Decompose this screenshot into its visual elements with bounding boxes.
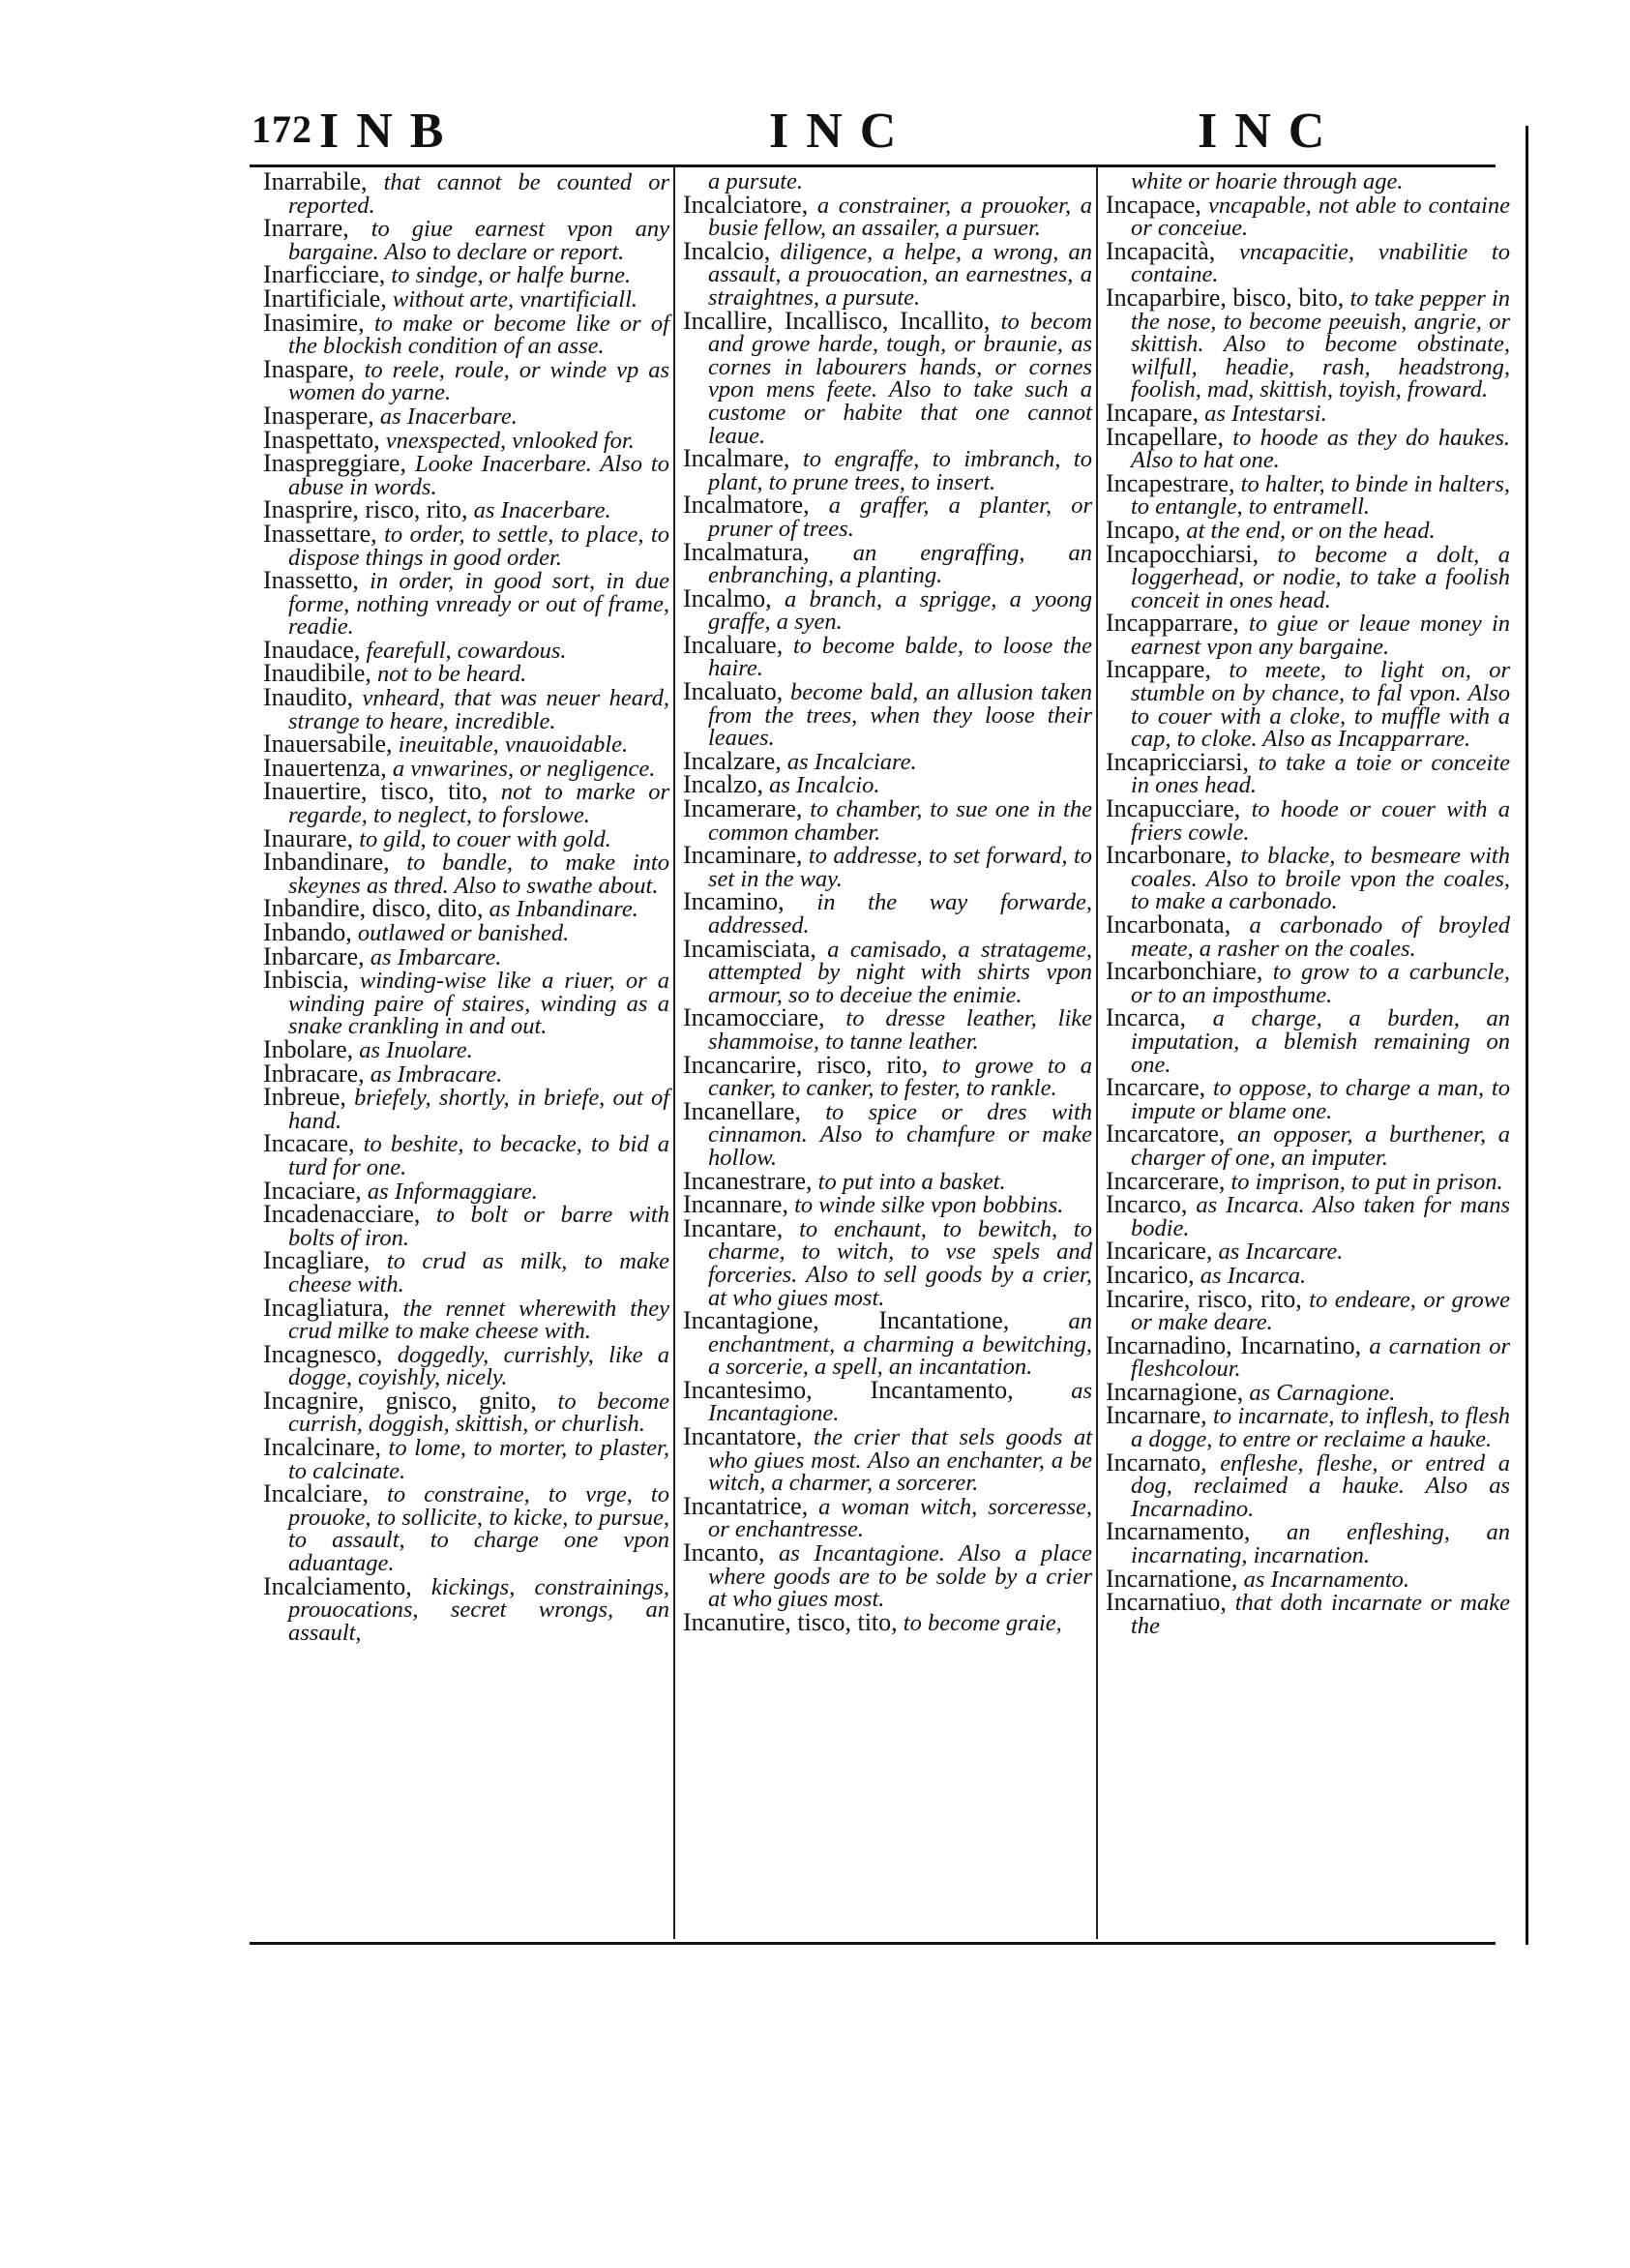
column-3 [1106,170,1510,1637]
entry-definition: to become graie, [897,1609,1062,1636]
entry-definition: white or hoarie through age. [1131,168,1404,194]
entry-definition: as Intestarsi. [1198,400,1327,427]
entry-headword: Incapacità, [1106,236,1216,265]
dictionary-entry [1106,1003,1510,1078]
entry-definition: a pursute. [708,168,803,194]
dictionary-entry [683,583,1092,636]
entry-headword: Incarnamento, [1106,1517,1251,1546]
entry-definition: to oppose, to charge a man, to impute or blame one. [1131,1075,1510,1124]
entry-headword: Incagnesco, [263,1339,383,1368]
entry-headword: Inarrabile, [263,167,368,195]
entry-headword: Inassetto, [263,566,359,595]
entry-definition: enfleshe, fleshe, or entred a dog, reclaimed a hauke. Also as Incarnadino. [1131,1449,1510,1522]
entry-headword: Incalzo, [683,770,764,799]
entry-definition: a branch, a sprigge, a yoong graffe, a syen. [708,585,1092,636]
entry-definition: to put into a basket. [812,1168,1006,1195]
entry-definition: as Imbarcare. [364,943,502,970]
entry-definition: kickings, constrainings, prouocations, secret wrongs, an assault, [288,1573,669,1646]
entry-definition: to bandle, to make into skeynes as thred. Also to swathe about. [288,850,669,899]
entry-headword: Incapare, [1106,398,1199,427]
entry-headword: Incanutire, tisco, tito, [683,1607,898,1636]
entry-definition: to sindge, or halfe burne. [385,262,632,289]
entry-headword: Incalcinare, [263,1433,381,1462]
entry-headword: Incalmatura, [683,537,810,566]
right-running-head: INC [1198,104,1343,159]
entry-headword: Incarbonchiare, [1106,957,1263,986]
left-running-head: INB [319,104,461,159]
entry-headword: Inaspare, [263,354,355,383]
entry-definition: as Incarca. [1194,1262,1307,1289]
dictionary-entry [683,677,1092,752]
dictionary-entry [683,190,1092,242]
dictionary-entry [263,850,669,897]
entry-definition: a graffer, a planter, or pruner of trees. [708,492,1092,542]
entry-headword: Incantatrice, [683,1491,809,1520]
dictionary-entry [683,444,1092,495]
dictionary-entry [683,841,1092,892]
dictionary-entry [1106,1190,1510,1241]
dictionary-entry [1106,539,1510,613]
entry-headword: Incarnadino, Incarnatino, [1106,1330,1362,1359]
dictionary-entry [683,493,1092,540]
entry-headword: Incaricare, [1106,1237,1213,1266]
entry-definition: a vnwarines, or negligence. [386,755,656,782]
entry-headword: Incannare, [683,1190,788,1219]
entry-definition: to imprison, to put in prison. [1225,1168,1503,1195]
entry-definition: a charge, a burden, an imputation, a blemish remaining on one. [1131,1005,1510,1078]
dictionary-entry [263,1129,669,1180]
dictionary-entry [683,1607,1092,1636]
entry-definition: to giue or leaue money in earnest vpon any bargaine. [1131,611,1510,660]
dictionary-entry [1106,1447,1510,1522]
entry-definition: vncapacitie, vnabilitie to containe. [1131,238,1510,288]
entry-headword: Incapellare, [1106,422,1224,451]
dictionary-entry [1106,1588,1510,1639]
entry-definition: to become balde, to loose the haire. [708,632,1092,682]
entry-definition: that doth incarnate or make the [1131,1590,1510,1639]
entry-definition: a woman witch, sorceresse, or enchantresse. [708,1493,1092,1543]
entry-definition: to become a dolt, a loggerhead, or nodie, to take a foolish conceit in ones head. [1131,541,1510,613]
entry-definition: in order, in good sort, in due forme, nothing vnready or out of frame, readie. [288,568,669,641]
entry-definition: to spice or dres with cinnamon. Also to chamfure or make hollow. [708,1098,1092,1171]
entry-definition: to addresse, to set forward, to set in the way. [708,843,1092,892]
entry-headword: Incapricciarsi, [1106,747,1249,776]
entry-headword: Inassettare, [263,519,377,548]
entry-headword: Incantesimo, Incantamento, [683,1375,1014,1404]
dictionary-entry [1106,841,1510,915]
entry-headword: Inbracare, [263,1059,365,1088]
dictionary-entry [683,1375,1092,1427]
entry-definition: to giue earnest vpon any bargaine. Also to declare or report. [288,216,669,265]
dictionary-entry [683,1538,1092,1613]
entry-definition: as Inuolare. [353,1036,473,1063]
dictionary-entry [263,167,669,219]
entry-headword: Incacare, [263,1129,355,1158]
entry-headword: Inauersabile, [263,730,393,759]
entry-definition: diligence, a helpe, a wrong, an assault, a prouocation, an earnestnes, a straightnes, a pursute. [708,238,1092,311]
entry-definition: to reele, roule, or winde vp as women do yarne. [288,356,669,406]
dictionary-entry [263,1433,669,1484]
entry-headword: Inaudito, [263,683,354,712]
entry-definition: winding-wise like a riuer, or a winding paire of staires, winding as a snake crankling in and out. [288,968,669,1040]
entry-definition: to take a toie or conceite in ones head. [1131,749,1510,799]
entry-definition: as Inbandinare. [483,896,638,923]
entry-headword: Inbando, [263,918,352,946]
dictionary-entry [683,1213,1092,1311]
entry-headword: Incaluato, [683,677,784,706]
entry-headword: Incanellare, [683,1096,801,1125]
entry-definition: to meete, to light on, or stumble on by chance, to fal vpon. Also to couer with a cloke, to muffle with a cap, to cloke. Also as Incapparrare. [1131,657,1510,753]
entry-definition: the crier that sels goods at who giues most. Also an enchanter, a be witch, a charmer, a sorcerer. [708,1424,1092,1497]
dictionary-entry [683,306,1092,449]
entry-headword: Incapace, [1106,190,1201,219]
entry-headword: Incadenacciare, [263,1200,421,1229]
dictionary-entry [683,1491,1092,1543]
entry-headword: Incagliare, [263,1246,370,1275]
column-1 [263,167,670,1646]
entry-definition: without arte, vnartificiall. [386,285,638,313]
dictionary-entry [1106,1119,1510,1171]
entry-headword: Incalcio, [683,236,771,265]
dictionary-entry [1106,422,1510,474]
entry-headword: Inartificiale, [263,284,387,313]
bottom-rule [250,1942,1496,1945]
dictionary-entry [1106,1517,1510,1569]
entry-definition: to endeare, or growe or make deare. [1131,1286,1511,1336]
entry-definition: a camisado, a stratageme, attempted by night with shirts vpon armour, so to deceiue the enimie. [708,936,1092,1008]
entry-headword: Incappare, [1106,655,1211,684]
dictionary-entry [683,794,1092,846]
entry-headword: Incapo, [1106,515,1181,544]
entry-headword: Incaciare, [263,1176,362,1205]
entry-headword: Incarca, [1106,1003,1186,1032]
dictionary-entry [1106,747,1510,799]
dictionary-entry [683,630,1092,682]
entry-headword: Inbreue, [263,1083,346,1112]
entry-headword: Inbolare, [263,1034,354,1063]
entry-definition: as Informaggiare. [361,1178,538,1205]
dictionary-entry [683,1422,1092,1497]
entry-headword: Inasimire, [263,308,365,337]
entry-definition: as Incarnamento. [1237,1566,1410,1593]
entry-definition: to bolt or barre with bolts of iron. [288,1202,669,1251]
entry-definition: to halter, to binde in halters, to entangle, to entramell. [1131,470,1510,521]
dictionary-entry [263,308,669,360]
dictionary-entry [683,236,1092,311]
entry-definition: to order, to settle, to place, to dispose things in good order. [288,521,669,571]
entry-headword: Incaluare, [683,630,784,659]
entry-headword: Incaminare, [683,841,803,870]
entry-definition: to blacke, to besmeare with coales. Also to broile vpon the coales, to make a carbonado. [1131,843,1510,915]
entry-headword: Incarire, risco, rito, [1106,1284,1302,1313]
entry-definition: in the way forwarde, addressed. [708,889,1092,939]
entry-headword: Incalzare, [683,746,782,775]
dictionary-entry [1106,794,1510,846]
entry-definition: an enfleshing, an incarnating, incarnation. [1131,1519,1510,1569]
dictionary-entry [263,354,669,406]
entry-definition: as Incarcare. [1212,1238,1344,1266]
top-rule [250,164,1496,167]
entry-headword: Incamisciata, [683,934,816,963]
dictionary-entry [263,966,669,1040]
dictionary-entry [1106,236,1510,288]
entry-definition: a carnation or fleshcolour. [1131,1332,1511,1383]
entry-headword: Incancarire, risco, rito, [683,1050,929,1079]
entry-headword: Incarnatiuo, [1106,1588,1227,1617]
entry-headword: Incantagione, Incantatione, [683,1306,1010,1335]
entry-headword: Inaurare, [263,823,354,852]
entry-definition: ineuitable, vnauoidable. [392,731,629,759]
entry-headword: Incalmare, [683,444,790,473]
entry-headword: Incarcerare, [1106,1166,1226,1195]
entry-definition: to enchaunt, to bewitch, to charme, to witch, to vse spels and forceries. Also to sell goods by a crier, at who giues most. [708,1215,1092,1311]
dictionary-entry [1106,190,1510,242]
dictionary-entry [683,887,1092,939]
entry-headword: Inauertenza, [263,753,387,782]
column-2 [683,170,1092,1634]
entry-headword: Incagnire, gnisco, gnito, [263,1386,537,1415]
entry-headword: Incarnatione, [1106,1564,1238,1593]
dictionary-entry [683,1306,1092,1381]
dictionary-entry [263,1339,669,1391]
dictionary-entry [263,777,670,829]
entry-headword: Incarnare, [1106,1401,1207,1430]
entry-headword: Incapocchiarsi, [1106,539,1260,568]
entry-headword: Incalciamento, [263,1571,412,1600]
entry-headword: Incagliatura, [263,1293,390,1322]
entry-definition: as Incarca. Also taken for mans bodie. [1131,1192,1510,1241]
dictionary-entry [1106,1284,1511,1336]
entry-headword: Inarrare, [263,214,349,243]
dictionary-entry [263,1479,669,1577]
page-number: 172 [252,107,312,151]
entry-definition: an enchantment, a charming a bewitching, a sorcerie, a spell, an incantation. [708,1308,1092,1381]
entry-headword: Inauertire, tisco, tito, [263,777,489,806]
entry-headword: Incarnato, [1106,1447,1207,1477]
entry-headword: Incamino, [683,887,785,916]
entry-headword: Inaudace, [263,635,361,664]
entry-headword: Incanto, [683,1538,765,1567]
dictionary-entry [263,214,669,265]
entry-headword: Incarco, [1106,1190,1188,1219]
entry-headword: Incalmo, [683,583,772,612]
dictionary-entry [1106,910,1510,962]
entry-headword: Inaspreggiare, [263,449,406,478]
dictionary-entry [1106,1330,1511,1383]
dictionary-entry [683,1050,1092,1102]
dictionary-entry [263,1246,669,1298]
entry-headword: Incarbonare, [1106,841,1232,870]
entry-definition: as Incantagione. Also a place where goods are to be solde by a crier at who giues most. [708,1540,1092,1613]
entry-definition: as Incalciare. [781,748,917,775]
dictionary-entry [263,519,669,571]
dictionary-entry [1106,1401,1510,1453]
entry-definition: an opposer, a burthener, a charger of one, an imputer. [1131,1121,1510,1171]
entry-definition: the rennet wherewith they crud milke to make cheese with. [288,1295,669,1345]
entry-headword: Inaudibile, [263,659,371,688]
column-divider-1 [673,166,675,1939]
entry-definition: doggedly, currishly, like a dogge, coyishly, nicely. [288,1341,669,1391]
dictionary-entry [683,934,1092,1008]
entry-definition: as Inacerbare. [467,497,611,524]
entry-definition: outlawed or banished. [351,920,570,946]
entry-headword: Incarcare, [1106,1073,1206,1102]
dictionary-entry [683,1096,1092,1171]
dictionary-entry [263,566,669,641]
entry-definition: to winde silke vpon bobbins. [787,1192,1064,1219]
entry-definition: as Incalcio. [763,772,880,799]
dictionary-entry [1106,655,1510,753]
entry-headword: Inbarcare, [263,941,365,970]
entry-definition: that cannot be counted or reported. [288,169,669,219]
entry-headword: Incamocciare, [683,1003,825,1032]
entry-headword: Incaparbire, bisco, bito, [1106,283,1345,312]
entry-definition: vncapable, not able to containe or conceiue. [1131,192,1510,242]
dictionary-entry [1106,468,1510,521]
entry-headword: Incalciare, [263,1479,369,1508]
dictionary-entry [1106,283,1511,403]
entry-definition: to become currish, doggish, skittish, or churlish. [288,1388,669,1438]
entry-definition: vnheard, that was neuer heard, strange to heare, incredible. [288,685,669,734]
dictionary-entry [263,1083,669,1134]
dictionary-entry [263,1293,669,1345]
entry-definition: to hoode or couer with a friers cowle. [1131,796,1510,846]
entry-headword: Inarficciare, [263,260,386,289]
entry-definition: to grow to a carbuncle, or to an imposthume. [1131,959,1510,1008]
entry-headword: Incalmatore, [683,491,810,520]
entry-definition: to gild, to couer with gold. [353,825,611,852]
entry-definition: not to be heard. [370,661,527,688]
entry-headword: Incalciatore, [683,190,809,219]
entry-definition: a carbonado of broyled meate, a rasher on the coales. [1131,912,1510,962]
dictionary-entry [683,537,1092,589]
entry-definition: to growe to a canker, to canker, to fester, to rankle. [708,1052,1092,1102]
entry-headword: Incarbonata, [1106,910,1231,939]
entry-headword: Incapestrare, [1106,468,1235,497]
entry-definition: not to marke or regarde, to neglect, to forslowe. [288,779,670,829]
dictionary-entry [263,1386,669,1438]
entry-definition: Looke Inacerbare. Also to abuse in words. [288,451,669,500]
entry-headword: Incarico, [1106,1260,1195,1289]
entry-definition: to chamber, to sue one in the common chamber. [708,796,1092,846]
entry-definition: as Inacerbare. [373,403,518,430]
dictionary-entry [1106,957,1510,1008]
entry-definition: to lome, to morter, to plaster, to calcinate. [288,1435,669,1484]
entry-definition: become bald, an allusion taken from the trees, when they loose their leaues. [708,679,1092,752]
entry-headword: Incarcatore, [1106,1119,1226,1149]
entry-definition: to beshite, to becacke, to bid a turd for one. [288,1131,669,1180]
entry-headword: Incamerare, [683,794,803,823]
entry-headword: Incantare, [683,1213,784,1242]
entry-headword: Inasperare, [263,401,374,430]
entry-headword: Incantatore, [683,1422,803,1451]
entry-definition: as Incantagione. [708,1377,1092,1427]
entry-definition: an engraffing, an enbranching, a planting. [708,539,1092,589]
entry-definition: to take pepper in the nose, to become peeuish, angrie, or skittish. Also to become obstinate, wilfull, headie, rash, headstrong, foolish, mad, skittish, toyish, froward. [1131,284,1511,403]
entry-headword: Inbandire, disco, dito, [263,894,484,923]
dictionary-entry [263,449,669,500]
column-divider-2 [1096,166,1098,1939]
entry-headword: Inbiscia, [263,966,349,995]
dictionary-entry [263,1200,669,1251]
entry-definition: vnexspected, vnlooked for. [379,427,635,454]
entry-definition: as Imbracare. [364,1060,503,1088]
entry-definition: to hoode as they do haukes. Also to hat one. [1131,424,1510,474]
page-edge-rule [1526,126,1528,1945]
entry-headword: Inbandinare, [263,848,390,877]
entry-headword: Inaspettato, [263,425,380,454]
dictionary-entry [1106,609,1510,660]
entry-headword: Incarnagione, [1106,1377,1244,1406]
entry-definition: a constrainer, a prouoker, a busie fellow, an assailer, a pursuer. [708,192,1092,242]
dictionary-entry [1106,1073,1510,1124]
entry-definition: to constraine, to vrge, to prouoke, to sollicite, to kicke, to pursue, to assault, to charge one vpon aduantage. [288,1481,669,1577]
entry-headword: Incanestrare, [683,1166,813,1195]
dictionary-entry [683,1003,1092,1055]
entry-definition: to crud as milk, to make cheese with. [288,1248,669,1298]
entry-definition: at the end, or on the head. [1180,517,1436,544]
entry-headword: Inasprire, risco, rito, [263,495,468,524]
entry-definition: to make or become like or of the blockish condition of an asse. [288,310,669,360]
entry-definition: briefely, shortly, in briefe, out of hand. [288,1085,669,1134]
entry-headword: Incapparrare, [1106,609,1239,638]
entry-definition: as Carnagione. [1243,1379,1396,1406]
entry-headword: Incallire, Incallisco, Incallito, [683,306,991,335]
dictionary-entry [263,683,669,734]
entry-headword: Incapucciare, [1106,794,1241,823]
entry-definition: to engraffe, to imbranch, to plant, to prune trees, to insert. [708,446,1092,495]
dictionary-entry [263,1571,669,1646]
entry-definition: to dresse leather, like shammoise, to tanne leather. [708,1005,1092,1055]
entry-definition: to incarnate, to inflesh, to flesh a dogge, to entre or reclaime a hauke. [1131,1403,1510,1453]
entry-definition: to becom and growe harde, tough, or braunie, as cornes in labourers hands, or cornes vpon mens feete. Also to take such a custome or habite that one cannot leaue. [708,308,1092,449]
middle-running-head: INC [769,104,914,159]
entry-definition: fearefull, cowardous. [360,637,567,664]
